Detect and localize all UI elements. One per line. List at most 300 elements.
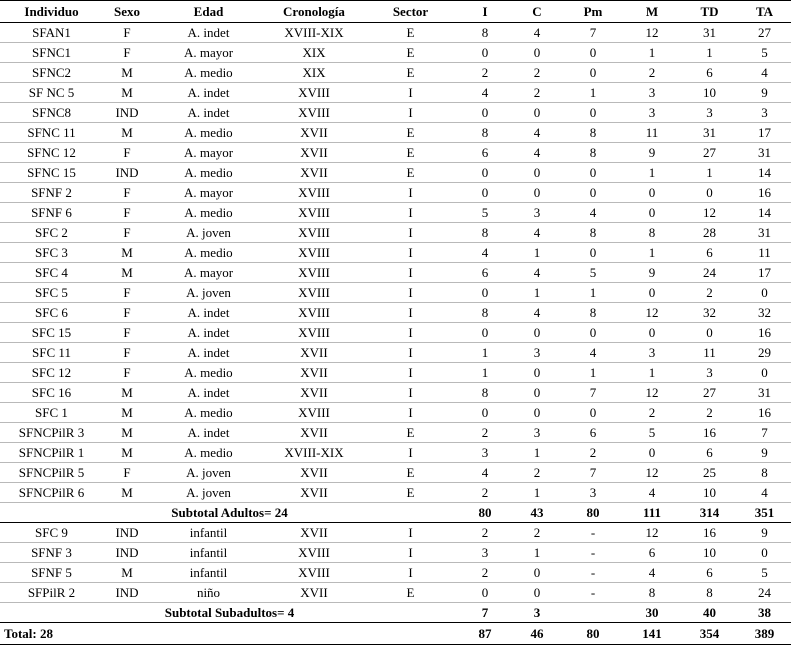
table-cell: 2 [511,63,563,83]
summary-value: 38 [738,603,791,623]
subtotal-subadults-label: Subtotal Subadultos= 4 [0,603,459,623]
table-cell: 1 [623,43,681,63]
table-cell: SFC 2 [0,223,103,243]
table-cell: E [362,583,459,603]
table-cell: 0 [623,323,681,343]
summary-value: 314 [681,503,738,523]
table-cell: 6 [681,563,738,583]
table-cell: A. medio [151,403,266,423]
table-cell: XVIII-XIX [266,443,362,463]
table-cell: A. indet [151,423,266,443]
table-cell: 8 [563,123,623,143]
table-cell: 27 [681,143,738,163]
table-cell: 28 [681,223,738,243]
table-cell: M [103,263,151,283]
table-cell: 3 [511,423,563,443]
table-cell: E [362,163,459,183]
table-cell: E [362,43,459,63]
table-cell: 4 [459,463,511,483]
table-cell: I [362,203,459,223]
summary-value: 87 [459,623,511,645]
table-cell: 7 [563,463,623,483]
subtotal-adults-label: Subtotal Adultos= 24 [0,503,459,523]
table-cell: 8 [459,223,511,243]
table-cell: 7 [563,23,623,43]
table-cell: 2 [681,283,738,303]
table-cell: A. indet [151,343,266,363]
table-cell: SFNC8 [0,103,103,123]
table-cell: 6 [681,243,738,263]
table-cell: 0 [511,163,563,183]
table-cell: 1 [623,163,681,183]
table-row [0,583,791,603]
table-cell: M [103,423,151,443]
table-cell: 3 [738,103,791,123]
header-row [0,1,791,23]
table-cell: 0 [563,63,623,83]
table-cell: SFNC 15 [0,163,103,183]
table-cell: XVIII [266,543,362,563]
table-cell: 24 [738,583,791,603]
table-cell: I [362,363,459,383]
table-cell: IND [103,163,151,183]
summary-value: 30 [623,603,681,623]
table-cell: 2 [511,463,563,483]
table-cell: 0 [563,183,623,203]
table-cell: I [362,383,459,403]
table-cell: 4 [511,143,563,163]
table-cell: SFPilR 2 [0,583,103,603]
table-cell: 1 [511,483,563,503]
table-cell: 2 [459,423,511,443]
table-cell: SFC 3 [0,243,103,263]
table-cell: XVII [266,123,362,143]
table-cell: 7 [563,383,623,403]
col-i: I [459,1,511,23]
table-cell: 31 [738,223,791,243]
table-cell: XVIII [266,303,362,323]
table-cell: F [103,223,151,243]
table-cell: 0 [459,583,511,603]
table-cell: M [103,443,151,463]
summary-value: 141 [623,623,681,645]
table-cell: 25 [681,463,738,483]
table-cell: 3 [623,83,681,103]
table-cell: F [103,23,151,43]
table-cell: 4 [459,83,511,103]
table-cell: XVII [266,463,362,483]
table-cell: M [103,83,151,103]
table-cell: 0 [738,283,791,303]
col-cronologia: Cronología [266,1,362,23]
table-cell: 3 [563,483,623,503]
table-cell: E [362,483,459,503]
table-cell: 12 [623,463,681,483]
table-cell: 2 [563,443,623,463]
table-cell: A. indet [151,303,266,323]
table-cell: 1 [623,363,681,383]
table-cell: 0 [563,243,623,263]
table-cell: I [362,103,459,123]
table-cell: F [103,183,151,203]
table-cell: 1 [511,543,563,563]
table-cell: 8 [623,223,681,243]
table-row [0,463,791,483]
table-cell: 3 [681,103,738,123]
table-cell: A. indet [151,103,266,123]
table-cell: 16 [738,183,791,203]
table-cell: SFC 9 [0,523,103,543]
table-cell: I [362,183,459,203]
total-label: Total: 28 [0,623,459,645]
table-cell: XVIII [266,203,362,223]
table-cell: 1 [681,43,738,63]
table-cell: 4 [511,303,563,323]
table-cell: E [362,463,459,483]
table-cell: I [362,223,459,243]
table-cell: IND [103,523,151,543]
table-cell: 31 [738,143,791,163]
table-cell: 0 [459,323,511,343]
table-cell: 4 [738,63,791,83]
table-cell: 0 [623,283,681,303]
table-cell: SFNCPilR 3 [0,423,103,443]
summary-value: 351 [738,503,791,523]
summary-value: 43 [511,503,563,523]
table-cell: XVIII [266,103,362,123]
table-cell: I [362,263,459,283]
table-cell: XIX [266,43,362,63]
table-cell: M [103,123,151,143]
table-cell: 29 [738,343,791,363]
table-row [0,143,791,163]
table-cell: 8 [738,463,791,483]
table-cell: IND [103,583,151,603]
table-cell: SFNCPilR 1 [0,443,103,463]
summary-value: 111 [623,503,681,523]
table-cell: I [362,243,459,263]
table-cell: A. medio [151,63,266,83]
table-cell: A. joven [151,223,266,243]
table-cell: 7 [738,423,791,443]
table-cell: 12 [623,303,681,323]
table-cell: 9 [738,83,791,103]
table-cell: 0 [623,183,681,203]
table-row [0,123,791,143]
total-row [0,623,791,645]
table-cell: 27 [738,23,791,43]
table-cell: 0 [623,203,681,223]
table-cell: 32 [738,303,791,323]
table-cell: 12 [681,203,738,223]
table-cell: SFNCPilR 5 [0,463,103,483]
table-cell: A. indet [151,23,266,43]
table-cell: 2 [623,403,681,423]
table-cell: 0 [563,163,623,183]
table-row [0,183,791,203]
table-cell: XVII [266,143,362,163]
table-cell: 9 [623,263,681,283]
table-cell: 0 [459,103,511,123]
table-cell: 2 [459,483,511,503]
table-cell: F [103,343,151,363]
table-row [0,483,791,503]
table-cell: - [563,523,623,543]
table-cell: 4 [623,563,681,583]
table-cell: 5 [738,563,791,583]
table-cell: SFC 11 [0,343,103,363]
table-cell: 4 [511,123,563,143]
table-cell: XVIII [266,223,362,243]
table-cell: F [103,363,151,383]
table-cell: 5 [738,43,791,63]
table-cell: 1 [511,243,563,263]
table-cell: 4 [563,203,623,223]
table-cell: XVIII [266,263,362,283]
table-cell: XVIII [266,563,362,583]
table-cell: 0 [623,443,681,463]
table-cell: XVIII [266,243,362,263]
table-cell: 0 [511,43,563,63]
table-row [0,203,791,223]
table-cell: SFNC 12 [0,143,103,163]
table-cell: 1 [563,363,623,383]
table-cell: 0 [511,383,563,403]
table-cell: infantil [151,523,266,543]
table-cell: XVIII [266,183,362,203]
table-cell: M [103,403,151,423]
table-cell: IND [103,103,151,123]
table-cell: 12 [623,523,681,543]
table-cell: 4 [511,223,563,243]
summary-value: 46 [511,623,563,645]
table-cell: SFC 15 [0,323,103,343]
table-cell: 4 [459,243,511,263]
table-cell: A. indet [151,323,266,343]
table-row [0,23,791,43]
summary-value: 40 [681,603,738,623]
summary-value: 80 [563,623,623,645]
table-cell: 31 [738,383,791,403]
table-cell: 9 [738,523,791,543]
table-cell: - [563,543,623,563]
table-cell: SFNCPilR 6 [0,483,103,503]
table-cell: F [103,43,151,63]
table-row [0,563,791,583]
table-cell: A. medio [151,243,266,263]
table-cell: 16 [681,423,738,443]
table-cell: I [362,403,459,423]
table-cell: 32 [681,303,738,323]
table-cell: E [362,423,459,443]
table-row [0,303,791,323]
table-cell: 0 [681,183,738,203]
table-cell: A. indet [151,383,266,403]
table-cell: 4 [563,343,623,363]
table-cell: E [362,123,459,143]
table-cell: 0 [459,183,511,203]
table-cell: 0 [459,43,511,63]
table-row [0,403,791,423]
table-cell: 5 [459,203,511,223]
table-row [0,263,791,283]
table-cell: 1 [511,443,563,463]
table-cell: A. indet [151,83,266,103]
table-cell: SFNF 5 [0,563,103,583]
table-cell: SFNF 2 [0,183,103,203]
table-cell: 0 [511,363,563,383]
table-cell: 17 [738,123,791,143]
table-cell: I [362,443,459,463]
col-m: M [623,1,681,23]
table-cell: 1 [623,243,681,263]
table-cell: A. medio [151,123,266,143]
table-cell: 2 [459,563,511,583]
table-cell: 0 [511,323,563,343]
table-cell: 1 [563,83,623,103]
table-cell: XVIII [266,403,362,423]
table-cell: SF NC 5 [0,83,103,103]
table-cell: 6 [459,263,511,283]
table-cell: 8 [563,143,623,163]
table-cell: 10 [681,483,738,503]
table-cell: 16 [738,403,791,423]
table-cell: 1 [459,363,511,383]
table-cell: 10 [681,83,738,103]
table-cell: 6 [681,443,738,463]
table-cell: 2 [459,523,511,543]
table-cell: XVIII [266,283,362,303]
table-cell: XVII [266,483,362,503]
table-cell: 1 [681,163,738,183]
table-cell: 16 [681,523,738,543]
table-cell: 0 [459,163,511,183]
table-cell: 11 [738,243,791,263]
table-body [0,23,791,645]
table-cell: A. joven [151,283,266,303]
table-cell: 0 [511,183,563,203]
table-cell: A. mayor [151,143,266,163]
subtotal-row [0,503,791,523]
table-cell: 17 [738,263,791,283]
subtotal-row [0,603,791,623]
table-cell: 5 [563,263,623,283]
table-cell: 2 [623,63,681,83]
table-cell: 8 [563,223,623,243]
table-cell: A. joven [151,483,266,503]
table-cell: 11 [623,123,681,143]
summary-value: 389 [738,623,791,645]
table-cell: 1 [511,283,563,303]
table-cell: I [362,343,459,363]
table-cell: A. joven [151,463,266,483]
table-cell: 31 [681,123,738,143]
table-cell: SFC 6 [0,303,103,323]
table-cell: XVII [266,383,362,403]
table-cell: 2 [511,523,563,543]
table-cell: SFC 16 [0,383,103,403]
table-cell: SFC 12 [0,363,103,383]
col-c: C [511,1,563,23]
table-row [0,163,791,183]
table-cell: 3 [459,443,511,463]
table-cell: F [103,203,151,223]
table-cell: A. medio [151,443,266,463]
table-cell: 6 [623,543,681,563]
table-cell: F [103,283,151,303]
table-cell: XVII [266,583,362,603]
table-cell: 9 [623,143,681,163]
table-cell: 11 [681,343,738,363]
table-row [0,283,791,303]
table-cell: XVII [266,343,362,363]
table-cell: E [362,23,459,43]
col-edad: Edad [151,1,266,23]
table-cell: 12 [623,383,681,403]
table-cell: 0 [681,323,738,343]
table-cell: XVII [266,163,362,183]
table-cell: SFC 5 [0,283,103,303]
table-cell: A. mayor [151,183,266,203]
table-cell: XVIII [266,83,362,103]
table-cell: 10 [681,543,738,563]
table-cell: 24 [681,263,738,283]
table-cell: 27 [681,383,738,403]
table-cell: XVIII [266,323,362,343]
table-cell: 3 [681,363,738,383]
table-cell: - [563,583,623,603]
table-header [0,1,791,23]
table-cell: F [103,323,151,343]
col-sector: Sector [362,1,459,23]
table-row [0,343,791,363]
table-cell: I [362,543,459,563]
table-cell: 9 [738,443,791,463]
table-cell: 8 [623,583,681,603]
col-sexo: Sexo [103,1,151,23]
table-cell: 4 [511,263,563,283]
summary-value: 7 [459,603,511,623]
table-row [0,63,791,83]
table-cell: 0 [511,103,563,123]
table-row [0,323,791,343]
table-cell: E [362,63,459,83]
table-cell: 16 [738,323,791,343]
table-row [0,223,791,243]
table-cell: 0 [563,43,623,63]
table-cell: I [362,323,459,343]
table-cell: 8 [459,23,511,43]
table-cell: 5 [623,423,681,443]
table-cell: 14 [738,203,791,223]
table-cell: SFNC1 [0,43,103,63]
table-cell: 2 [681,403,738,423]
table-row [0,443,791,463]
table-cell: SFNF 3 [0,543,103,563]
table-cell: SFAN1 [0,23,103,43]
table-cell: 3 [459,543,511,563]
table-cell: I [362,523,459,543]
table-cell: 2 [459,63,511,83]
table-cell: 12 [623,23,681,43]
table-row [0,383,791,403]
table-cell: A. medio [151,163,266,183]
table-cell: 0 [459,403,511,423]
table-cell: XVIII-XIX [266,23,362,43]
table-cell: 0 [511,403,563,423]
table-row [0,423,791,443]
table-cell: 8 [681,583,738,603]
